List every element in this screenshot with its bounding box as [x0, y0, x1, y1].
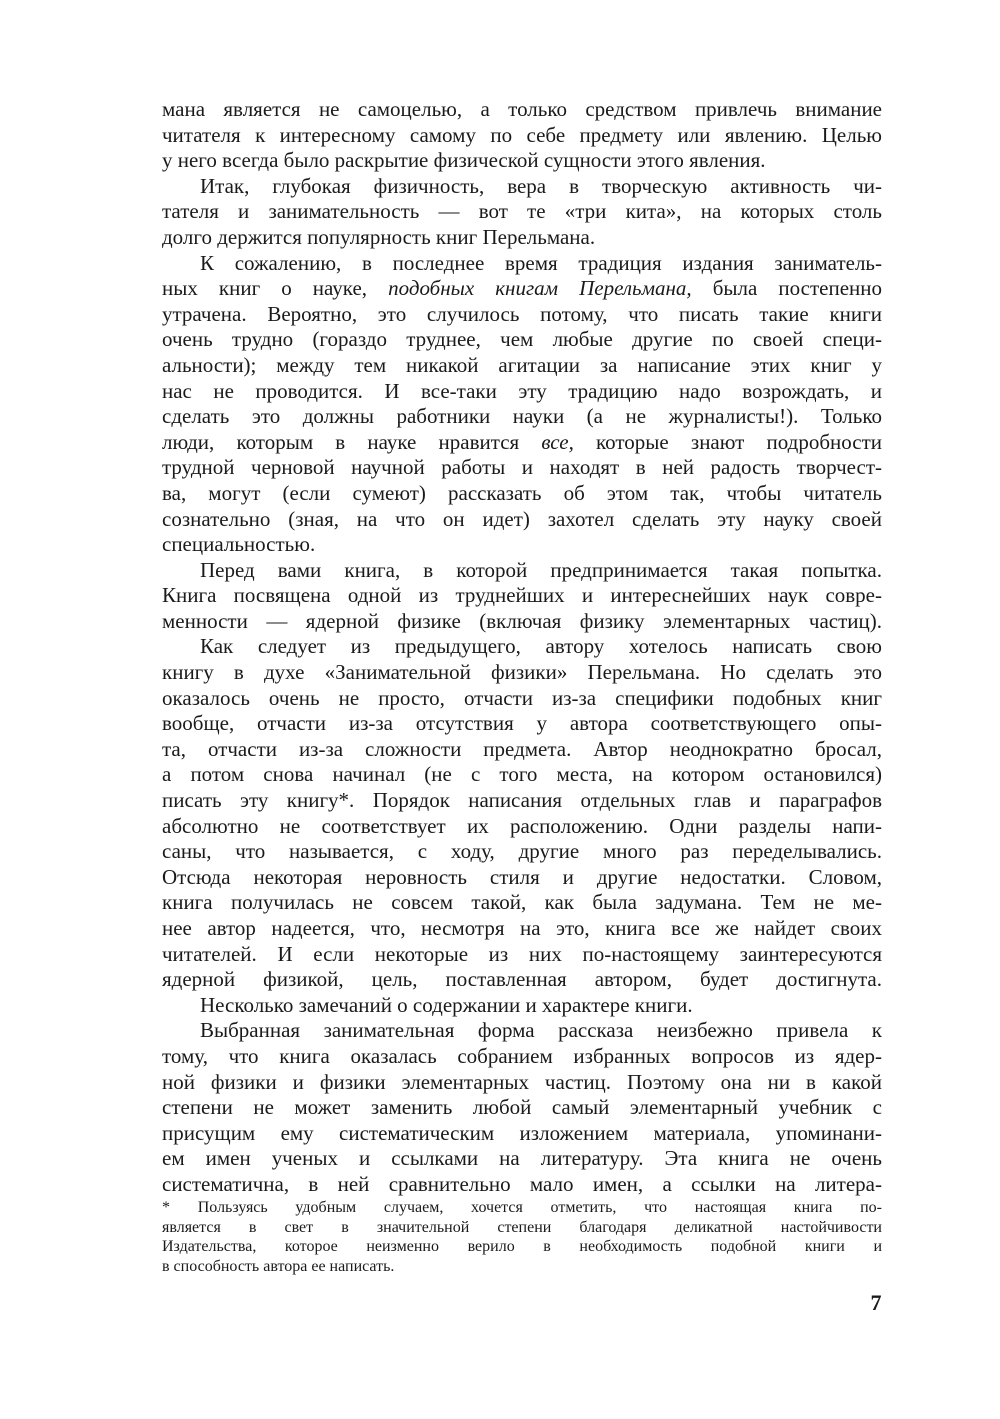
text-line: Итак, глубокая физичность, вера в творческую активность чи- — [200, 173, 882, 198]
text-line: книга получилась не совсем такой, как была задумана. Тем не ме- — [162, 890, 882, 915]
text-line: утрачена. Вероятно, это случилось потому, что писать такие книги — [162, 301, 882, 326]
text-fragment: люди, которым в науке нравится — [162, 429, 520, 454]
main-text — [162, 97, 882, 1198]
text-line: Несколько замечаний о содержании и характере книги. — [200, 992, 693, 1017]
text-line: писать эту книгу*. Порядок написания отдельных глав и параграфов — [162, 788, 882, 813]
text-line: Перед вами книга, в которой предпринимается такая попытка. — [200, 557, 882, 582]
text-line: присущим ему систематическим изложением материала, упоминани- — [162, 1120, 882, 1145]
text-line: Как следует из предыдущего, автору хотелось написать свою — [200, 634, 882, 659]
text-line: систематична, в ней сравнительно мало имен, а ссылки на литера- — [162, 1171, 882, 1196]
text-line: Отсюда некоторая неровность стиля и другие недостатки. Словом, — [162, 864, 882, 889]
text-line: степени не может заменить любой самый элементарный учебник с — [162, 1095, 882, 1120]
text-fragment: ных книг о науке, — [162, 276, 368, 301]
text-line: альности); между тем никакой агитации за написание этих книг у — [162, 352, 882, 377]
text-line: у него всегда было раскрытие физической сущности этого явления. — [162, 148, 766, 173]
text-line: сделать это должны работники науки (а не журналисты!). Только — [162, 404, 882, 429]
text-line: ем имен ученых и ссылками на литературу. Эта книга не очень — [162, 1146, 882, 1171]
text-line: менности — ядерной физике (включая физику элементарных частиц). — [162, 608, 882, 633]
text-line — [162, 430, 882, 456]
italic-phrase: подобных книгам Перельмана, — [388, 276, 692, 301]
text-line: абсолютно не соответствует их расположению. Одни разделы напи- — [162, 813, 882, 838]
text-fragment: которые знают подробности — [596, 429, 883, 454]
text-line — [162, 276, 882, 302]
text-line: мана является не самоцелью, а только средством привлечь внимание — [162, 97, 882, 121]
text-line: та, отчасти из-за сложности предмета. Автор неоднократно бросал, — [162, 736, 882, 761]
text-line: трудной черновой научной работы и находят в ней радость творчест- — [162, 455, 882, 480]
text-line: книгу в духе «Занимательной физики» Перельмана. Но сделать это — [162, 660, 882, 685]
text-line: а потом снова начинал (не с того места, на котором остановился) — [162, 762, 882, 787]
text-line: Книга посвящена одной из труднейших и интереснейших наук совре- — [162, 583, 882, 608]
text-line: Выбранная занимательная форма рассказа неизбежно привела к — [200, 1018, 882, 1043]
text-line: читателя к интересному самому по себе предмету или явлению. Целью — [162, 122, 882, 147]
text-line: специальностью. — [162, 532, 316, 557]
text-line: ва, могут (если сумеют) рассказать об этом так, чтобы читатель — [162, 480, 882, 505]
footnote-line: * Пользуясь удобным случаем, хочется отметить, что настоящая книга по- — [162, 1199, 882, 1216]
text-line: нее автор надеется, что, несмотря на это, книга все же найдет своих — [162, 916, 882, 940]
text-line: вообще, отчасти из-за отсутствия у автора соответствующего опы- — [162, 711, 882, 736]
text-fragment: была постепенно — [712, 276, 883, 301]
footnote — [162, 1198, 882, 1276]
text-line: ной физики и физики элементарных частиц. Поэтому она ни в какой — [162, 1069, 882, 1094]
page-number: 7 — [870, 1290, 882, 1315]
text-line: долго держится популярность книг Перельмана. — [162, 224, 596, 249]
text-line: тателя и занимательность — вот те «три кита», на которых столь — [162, 199, 882, 224]
footnote-line: в способность автора ее написать. — [162, 1257, 395, 1275]
text-line: читателей. И если некоторые из них по-настоящему заинтересуются — [162, 941, 882, 966]
text-line: К сожалению, в последнее время традиция издания заниматель- — [200, 250, 882, 275]
footnote-line: является в свет в значительной степени благодаря деликатной настойчивости — [162, 1218, 882, 1236]
text-line: нас не проводится. И все-таки эту традицию надо возрождать, и — [162, 378, 882, 403]
text-line: саны, что называется, с ходу, другие много раз переделывались. — [162, 839, 882, 864]
text-line: очень трудно (гораздо труднее, чем любые другие по своей специ- — [162, 327, 882, 352]
text-line: ядерной физикой, цель, поставленная автором, будет достигнута. — [162, 967, 882, 992]
text-line: сознательно (зная, на что он идет) захотел сделать эту науку своей — [162, 506, 882, 531]
italic-word: все, — [541, 429, 574, 454]
footnote-line: Издательства, которое неизменно верило в необходимость подобной книги и — [162, 1238, 882, 1255]
text-line: тому, что книга оказалась собранием избранных вопросов из ядер- — [162, 1043, 882, 1068]
text-line: оказалось очень не просто, отчасти из-за специфики подобных книг — [162, 685, 882, 710]
